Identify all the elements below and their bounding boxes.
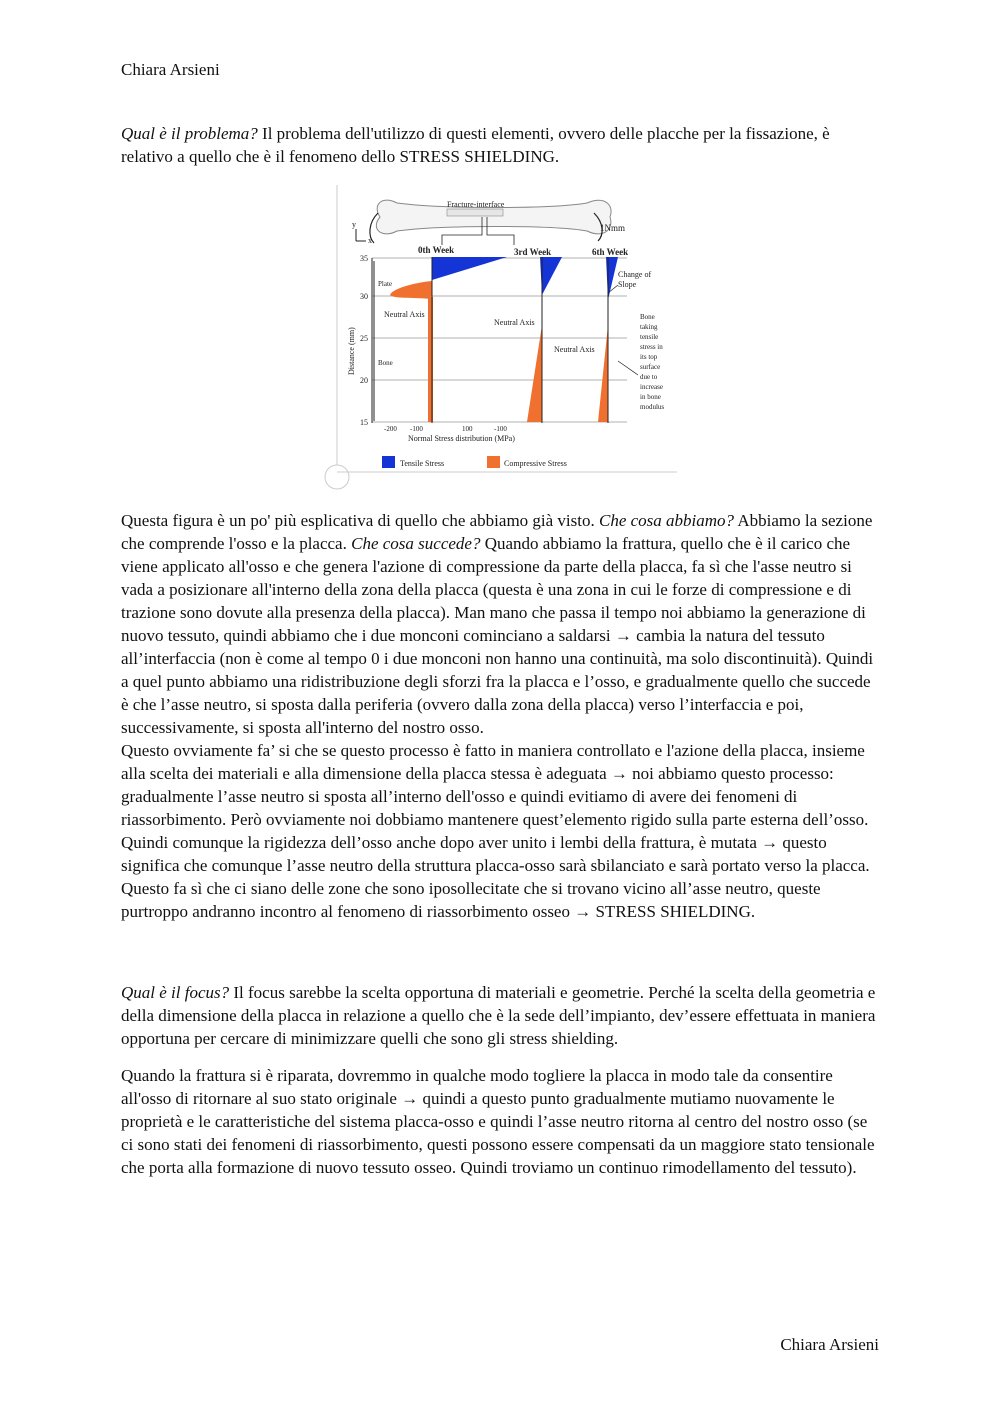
neutral-axis-week6: Neutral Axis (554, 345, 595, 354)
bone-note-line: Bone (640, 313, 655, 321)
paragraph-explanation (121, 509, 881, 923)
neutral-axis-week3: Neutral Axis (494, 318, 535, 327)
ytick-15: 15 (360, 418, 368, 427)
plate-on-bone (447, 209, 503, 216)
explanation-c: Quando abbiamo la frattura, quello che è il carico che viene applicato all'osso e che genera l'azione di compressione da parte della placca, fa sì che l'asse neutro si vada a posizionare all'interno della zona della placca (questa è una zona in cui le forze di compressione e di trazione sono dovute alla presenza della placca). Man mano che passa il tempo noi abbiamo la generazione di nuovo tessuto, quindi abbiamo che i due monconi cominciano a saldarsi → cambia la natura del tessuto all’interfaccia (non è come al tempo 0 i due monconi non hanno una continuità, ma solo discontinuità). Quindi a quel punto abbiamo una ridistribuzione degli sforzi fra la placca e l’osso, e gradualmente quello che succede è che l’asse neutro, si sposta dalla periferia (ovvero dalla zona della placca) verso l’interfaccia e poi, successivamente, si sposta all'interno del nostro osso. (121, 534, 874, 737)
week-6-label: 6th Week (592, 247, 629, 257)
question-focus: Qual è il focus? (121, 983, 230, 1002)
plate-label: Plate (378, 280, 392, 288)
change-of-slope-1: Change of (618, 270, 652, 279)
bone-note-line: in bone (640, 393, 661, 401)
bone-note-line: due to (640, 373, 658, 381)
ytick-30: 30 (360, 292, 368, 301)
focus-text: Il focus sarebbe la scelta opportuna di materiali e geometrie. Perché la scelta della geometria e della dimensione della placca in relazione a quello che è la sede dell’impianto, dev’essere effettuata in maniera opportuna per cercare di minimizzare quelli che sono gli stress shielding. (121, 983, 876, 1048)
xtick: 100 (462, 425, 473, 433)
x-axis-label: Normal Stress distribution (MPa) (408, 434, 515, 443)
explanation-a: Questa figura è un po' più esplicativa di quello che abbiamo già visto. (121, 511, 599, 530)
ytick-20: 20 (360, 376, 368, 385)
legend-compressive-swatch (487, 456, 500, 468)
axis-x-label: x (368, 236, 372, 245)
moment-label: 1Nmm (600, 223, 626, 233)
bone-note-line: stress in (640, 343, 663, 351)
fracture-interface-label: Fracture-interface (447, 200, 505, 209)
week-3-label: 3rd Week (514, 247, 552, 257)
week-0-label: 0th Week (418, 245, 455, 255)
repair-text: Quando la frattura si è riparata, dovremmo in qualche modo togliere la placca in modo tale da consentire all'osso di ritornare al suo stato originale → quindi a questo punto gradualmente mutiamo nuovamente le proprietà e le caratteristiche del sistema placca-osso e quindi l’asse neutro ritorna al centro del nostro osso (se ci sono stati dei fenomeni di riassorbimento, questi possono essere compensati da un maggiore stato tensionale che porta alla formazione di nuovo tessuto osseo. Quindi troviamo un continuo rimodellamento del tessuto). (121, 1066, 875, 1177)
explanation-b: Abbiamo la sezione che comprende l'osso e la placca. (121, 511, 873, 553)
question-what-we-have: Che cosa abbiamo? (599, 511, 735, 530)
bone-note-line: taking (640, 323, 658, 331)
xtick: -100 (410, 425, 423, 433)
y-axis-label: Distance (mm) (347, 327, 356, 375)
explanation-d: Questo ovviamente fa’ si che se questo processo è fatto in maniera controllato e l'azione della placca, insieme alla scelta dei materiali e alla dimensione della placca stessa è adeguata → noi abbiamo questo processo: gradualmente l’asse neutro si sposta all’interno dell'osso e quindi evitiamo di avere dei fenomeni di riassorbimento. Però ovviamente noi dobbiamo mantenere quest’elemento rigido sulla parte esterna dell’osso. Quindi comunque la rigidezza dell’osso anche dopo aver unito i lembi della frattura, è mutata → questo significa che comunque l’asse neutro della struttura placca-osso sarà sbilanciato e sarà portato verso la placca. Questo fa sì che ci siano delle zone che sono iposollecitate che si trovano vicino all’asse neutro, queste purtroppo andranno incontro al fenomeno di riassorbimento osseo → STRESS SHIELDING. (121, 741, 870, 921)
bone-label: Bone (378, 359, 393, 367)
axis-y-label: y (352, 220, 356, 229)
page-header-author: Chiara Arsieni (121, 60, 220, 79)
problem-text: Il problema dell'utilizzo di questi elementi, ovvero delle placche per la fissazione, è relativo a quello che è il fenomeno dello STRESS SHIELDING. (121, 124, 830, 166)
paragraph-repair (121, 1064, 881, 1179)
paragraph-problem (121, 122, 881, 168)
bone-note-line: tensile (640, 333, 659, 341)
bone-note-line: modulus (640, 403, 665, 411)
ytick-25: 25 (360, 334, 368, 343)
xtick: -100 (494, 425, 507, 433)
bone-note-line: surface (640, 363, 661, 371)
bone-note (640, 313, 664, 411)
ytick-35: 35 (360, 254, 368, 263)
xtick: -200 (384, 425, 397, 433)
bone-note-line: increase (640, 383, 663, 391)
legend-compressive-label: Compressive Stress (504, 459, 567, 468)
legend-tensile-label: Tensile Stress (400, 459, 445, 468)
legend-tensile-swatch (382, 456, 395, 468)
bone-note-line: its top (640, 353, 658, 361)
neutral-axis-week0: Neutral Axis (384, 310, 425, 319)
question-problem: Qual è il problema? (121, 124, 258, 143)
stress-distribution-figure (322, 185, 680, 493)
change-of-slope-2: Slope (618, 280, 637, 289)
page-footer-author: Chiara Arsieni (780, 1335, 879, 1354)
paragraph-focus (121, 981, 881, 1050)
question-what-happens: Che cosa succede? (351, 534, 481, 553)
